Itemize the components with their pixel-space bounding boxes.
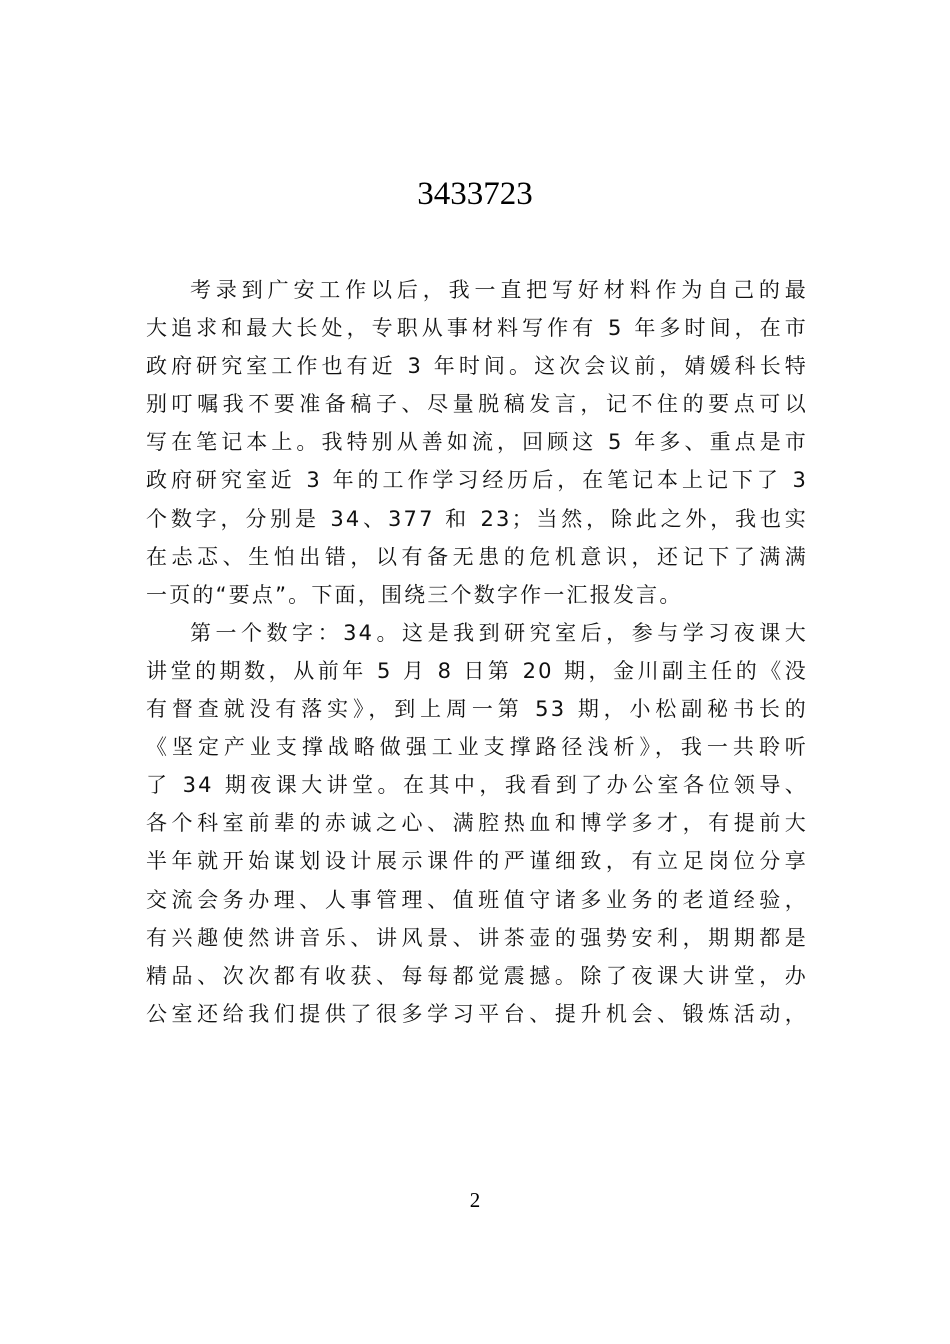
paragraph-1 [146, 271, 808, 614]
document-title: 3433723 [417, 176, 533, 212]
document-body [146, 271, 808, 1033]
text-line: 第一个数字：34。这是我到研究室后，参与学习夜课大 [190, 620, 808, 645]
text-line: 各个科室前辈的赤诚之心、满腔热血和博学多才，有提前大 [146, 811, 808, 836]
paragraph-2 [146, 614, 808, 1033]
text-line: 公室还给我们提供了很多学习平台、提升机会、锻炼活动， [146, 1001, 808, 1026]
text-line: 一页的“要点”。下面，围绕三个数字作一汇报发言。 [146, 582, 683, 607]
text-line: 在忐忑、生怕出错，以有备无患的危机意识，还记下了满满 [146, 544, 808, 569]
text-line: 写在笔记本上。我特别从善如流，回顾这 5 年多、重点是市 [146, 430, 808, 455]
text-line: 有督查就没有落实》，到上周一第 53 期，小松副秘书长的 [146, 697, 808, 722]
text-line: 《坚定产业支撑战略做强工业支撑路径浅析》，我一共聆听 [146, 735, 808, 760]
text-line: 大追求和最大长处，专职从事材料写作有 5 年多时间，在市 [146, 316, 808, 341]
text-line: 政府研究室近 3 年的工作学习经历后，在笔记本上记下了 3 [146, 468, 808, 493]
text-line: 精品、次次都有收获、每每都觉震撼。除了夜课大讲堂，办 [146, 963, 808, 988]
text-line: 别叮嘱我不要准备稿子、尽量脱稿发言，记不住的要点可以 [146, 392, 808, 417]
text-line: 交流会务办理、人事管理、值班值守诸多业务的老道经验， [146, 887, 808, 912]
text-line: 考录到广安工作以后，我一直把写好材料作为自己的最 [190, 278, 808, 302]
text-line: 个数字，分别是 34、377 和 23；当然，除此之外，我也实 [146, 506, 808, 531]
text-line: 有兴趣使然讲音乐、讲风景、讲茶壶的强势安利，期期都是 [146, 925, 808, 950]
text-line: 半年就开始谋划设计展示课件的严谨细致，有立足岗位分享 [146, 849, 808, 874]
text-line: 了 34 期夜课大讲堂。在其中，我看到了办公室各位领导、 [146, 773, 808, 798]
text-line: 讲堂的期数，从前年 5 月 8 日第 20 期，金川副主任的《没 [146, 658, 808, 683]
text-line: 政府研究室工作也有近 3 年时间。这次会议前，婧媛科长特 [146, 354, 808, 379]
page-number: 2 [469, 1188, 481, 1212]
